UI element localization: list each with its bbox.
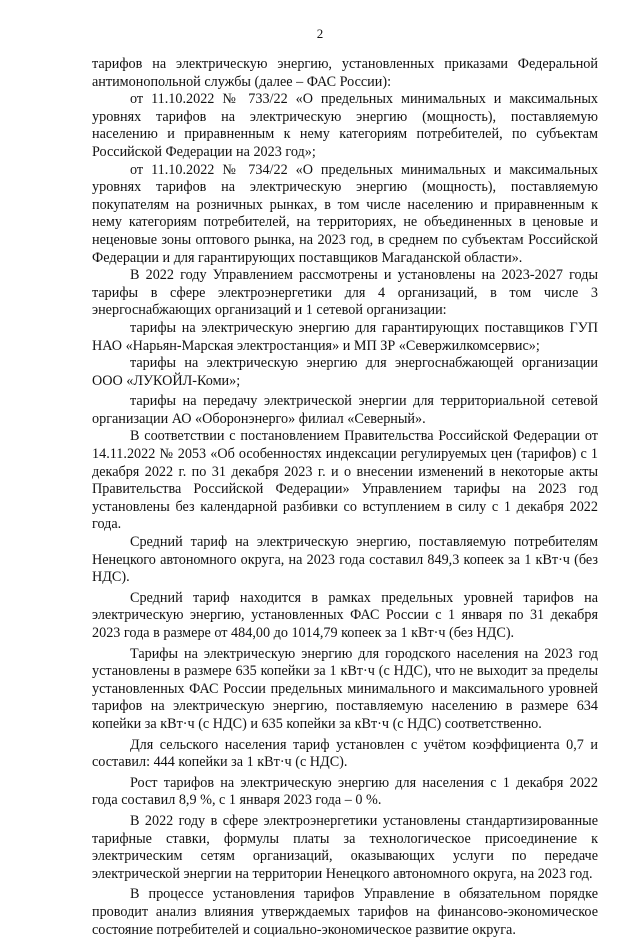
paragraph: В соответствии с постановлением Правительства Российской Федерации от 14.11.2022 № 2053 «Об особенностях индексации регулируемых цен (тарифов) с 1 декабря 2022 г. по 31 декабря 2023 г. и о внесении изменений в некоторые акты Правительства Российской Федерации» Управлением тарифы на 2023 год установлены без календарной разбивки со вступлением в силу с 1 декабря 2022 года.: [92, 428, 598, 533]
paragraph: В 2022 году Управлением рассмотрены и установлены на 2023-2027 годы тарифы в сфере электроэнергетики для 4 организаций, в том числе 3 энергоснабжающих организаций и 1 сетевой организации:: [92, 267, 598, 319]
paragraph: Средний тариф на электрическую энергию, поставляемую потребителям Ненецкого автономного округа, на 2023 года составил 849,3 копеек за 1 кВт·ч (без НДС).: [92, 534, 598, 586]
paragraph: Для сельского населения тариф установлен с учётом коэффициента 0,7 и составил: 444 копейки за 1 кВт·ч (с НДС).: [92, 736, 598, 771]
paragraph: тарифы на электрическую энергию для гарантирующих поставщиков ГУП НАО «Нарьян-Марская электростанция» и МП ЗР «Севержилкомсервис»;: [92, 319, 598, 354]
paragraph: В 2022 году в сфере электроэнергетики установлены стандартизированные тарифные ставки, формулы платы за технологическое присоединение к электрическим сетям организаций, оказывающих услуги по передаче электрической энергии на территории Ненецкого автономного округа, на 2023 год.: [92, 812, 598, 882]
page-number: 2: [316, 26, 324, 41]
document-body: [92, 56, 598, 939]
paragraph: тарифов на электрическую энергию, установленных приказами Федеральной антимонопольной службы (далее – ФАС России):: [92, 56, 598, 90]
paragraph: Рост тарифов на электрическую энергию для населения с 1 декабря 2022 года составил 8,9 %, с 1 января 2023 года – 0 %.: [92, 774, 598, 809]
paragraph: Средний тариф находится в рамках предельных уровней тарифов на электрическую энергию, установленных ФАС России с 1 января по 31 декабря 2023 года в размере от 484,00 до 1014,79 копеек за 1 кВт·ч (без НДС).: [92, 589, 598, 641]
paragraph: тарифы на передачу электрической энергии для территориальной сетевой организации АО «Оборонэнерго» филиал «Северный».: [92, 393, 598, 427]
paragraph: от 11.10.2022 № 734/22 «О предельных минимальных и максимальных уровнях тарифов на электрическую энергию (мощность), поставляемую покупателям на розничных рынках, в том числе населению и приравненным к нему категориям потребителей, на территориях, не объединенных в ценовые и неценовые зоны оптового рынка, на 2023 год, в среднем по субъектам Российской Федерации и для гарантирующих поставщиков Магаданской области».: [92, 161, 598, 266]
paragraph: В процессе установления тарифов Управление в обязательном порядке проводит анализ влияния утверждаемых тарифов на финансово-экономическое состояние потребителей и социально-экономическое развитие округа.: [92, 886, 598, 938]
paragraph: от 11.10.2022 № 733/22 «О предельных минимальных и максимальных уровнях тарифов на электрическую энергию (мощность), поставляемую населению и приравненным к нему категориям потребителей, по субъектам Российской Федерации на 2023 год»;: [92, 91, 598, 160]
paragraph: тарифы на электрическую энергию для энергоснабжающей организации ООО «ЛУКОЙЛ-Коми»;: [92, 355, 598, 389]
paragraph: Тарифы на электрическую энергию для городского населения на 2023 год установлены в размере 635 копейки за 1 кВт·ч (с НДС), что не выходит за пределы установленных ФАС России предельных минимального и максимального уровней тарифов на электрическую энергию, поставляемую населению в размере 634 копейки за кВт·ч (с НДС) и 635 копейки за кВт·ч (с НДС) соответственно.: [92, 645, 598, 732]
